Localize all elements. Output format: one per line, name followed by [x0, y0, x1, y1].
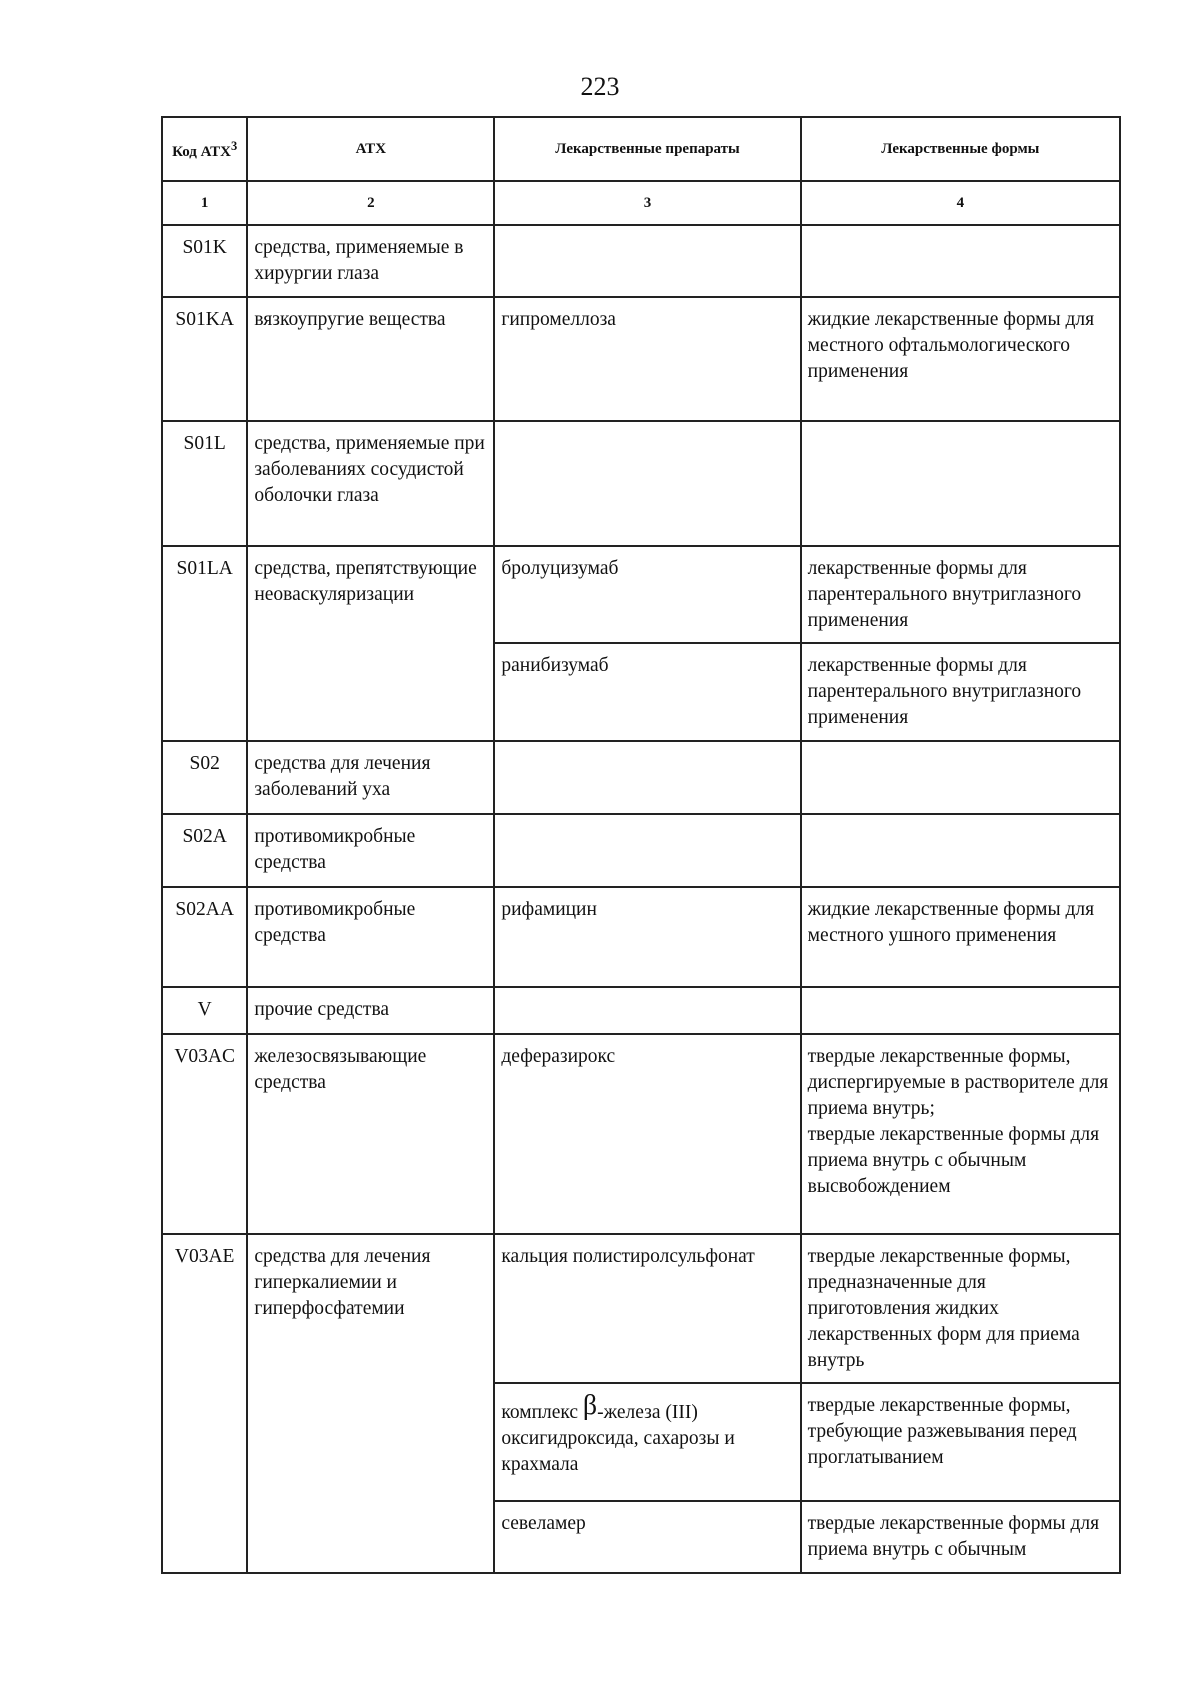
drug-cell [494, 987, 800, 1034]
atc-code-cell: S02A [162, 814, 247, 887]
drug-cell [494, 814, 800, 887]
drug-cell: деферазирокс [494, 1034, 800, 1234]
column-number-row [162, 181, 1120, 225]
beta-symbol: β [582, 1390, 598, 1421]
table-row [162, 421, 1120, 546]
atc-code-cell: S01LA [162, 546, 247, 741]
drug-cell: бролуцизумаб [494, 546, 800, 643]
table-row [162, 1234, 1120, 1383]
header-atc: АТХ [247, 117, 494, 181]
atc-name-cell: прочие средства [247, 987, 494, 1034]
column-number: 1 [162, 181, 247, 225]
drug-cell: севеламер [494, 1501, 800, 1573]
column-number: 2 [247, 181, 494, 225]
dosage-form-cell [801, 987, 1120, 1034]
dosage-form-cell: твердые лекарственные формы, предназначенные для приготовления жидких лекарственных форм для приема внутрь [801, 1234, 1120, 1383]
atc-name-cell: средства, применяемые при заболеваниях сосудистой оболочки глаза [247, 421, 494, 546]
atc-name-cell: средства для лечения гиперкалиемии и гиперфосфатемии [247, 1234, 494, 1573]
drug-cell: рифамицин [494, 887, 800, 987]
atc-table [161, 116, 1121, 1574]
column-number: 3 [494, 181, 800, 225]
table-row [162, 987, 1120, 1034]
atc-name-cell: средства, применяемые в хирургии глаза [247, 225, 494, 297]
atc-code-cell: S02AA [162, 887, 247, 987]
drug-cell: ранибизумаб [494, 643, 800, 741]
table-row [162, 225, 1120, 297]
footnote-marker: 3 [230, 139, 238, 153]
atc-name-cell: противомикробные средства [247, 887, 494, 987]
atc-code-cell: S01L [162, 421, 247, 546]
atc-code-cell: S01K [162, 225, 247, 297]
drug-cell [494, 421, 800, 546]
atc-name-cell: средства, препятствующие неоваскуляризации [247, 546, 494, 741]
header-drugs: Лекарственные препараты [494, 117, 800, 181]
column-number: 4 [801, 181, 1120, 225]
table-row [162, 741, 1120, 814]
table-row [162, 546, 1120, 643]
atc-code-cell: S01KA [162, 297, 247, 421]
atc-name-cell: железосвязывающие средства [247, 1034, 494, 1234]
dosage-form-cell: жидкие лекарственные формы для местного офтальмологического применения [801, 297, 1120, 421]
dosage-form-cell [801, 741, 1120, 814]
dosage-form-cell [801, 225, 1120, 297]
atc-code-cell: V03AE [162, 1234, 247, 1573]
table-row [162, 814, 1120, 887]
atc-name-cell: вязкоупругие вещества [247, 297, 494, 421]
atc-name-cell: средства для лечения заболеваний уха [247, 741, 494, 814]
dosage-form-cell: лекарственные формы для парентерального внутриглазного применения [801, 546, 1120, 643]
header-forms: Лекарственные формы [801, 117, 1120, 181]
drug-cell: комплекс β-железа (III) оксигидроксида, сахарозы и крахмала [494, 1383, 800, 1501]
atc-code-cell: V [162, 987, 247, 1034]
atc-code-cell: V03AC [162, 1034, 247, 1234]
table-row [162, 297, 1120, 421]
atc-code-cell: S02 [162, 741, 247, 814]
header-code: Код АТХ$^3$ [162, 117, 247, 181]
dosage-form-cell: лекарственные формы для парентерального внутриглазного применения [801, 643, 1120, 741]
drug-cell [494, 741, 800, 814]
drug-cell [494, 225, 800, 297]
page-number: 223 [580, 72, 620, 101]
dosage-form-cell: твердые лекарственные формы для приема внутрь с обычным [801, 1501, 1120, 1573]
dosage-form-cell: жидкие лекарственные формы для местного ушного применения [801, 887, 1120, 987]
table-row [162, 1034, 1120, 1234]
header-row [162, 117, 1120, 181]
table-row [162, 887, 1120, 987]
drug-cell: гипромеллоза [494, 297, 800, 421]
dosage-form-cell: твердые лекарственные формы, диспергируемые в растворителе для приема внутрь; твердые лекарственные формы для приема внутрь с обычным высвобождением [801, 1034, 1120, 1234]
atc-name-cell: противомикробные средства [247, 814, 494, 887]
drug-cell: кальция полистиролсульфонат [494, 1234, 800, 1383]
dosage-form-cell: твердые лекарственные формы, требующие разжевывания перед проглатыванием [801, 1383, 1120, 1501]
dosage-form-cell [801, 814, 1120, 887]
dosage-form-cell [801, 421, 1120, 546]
